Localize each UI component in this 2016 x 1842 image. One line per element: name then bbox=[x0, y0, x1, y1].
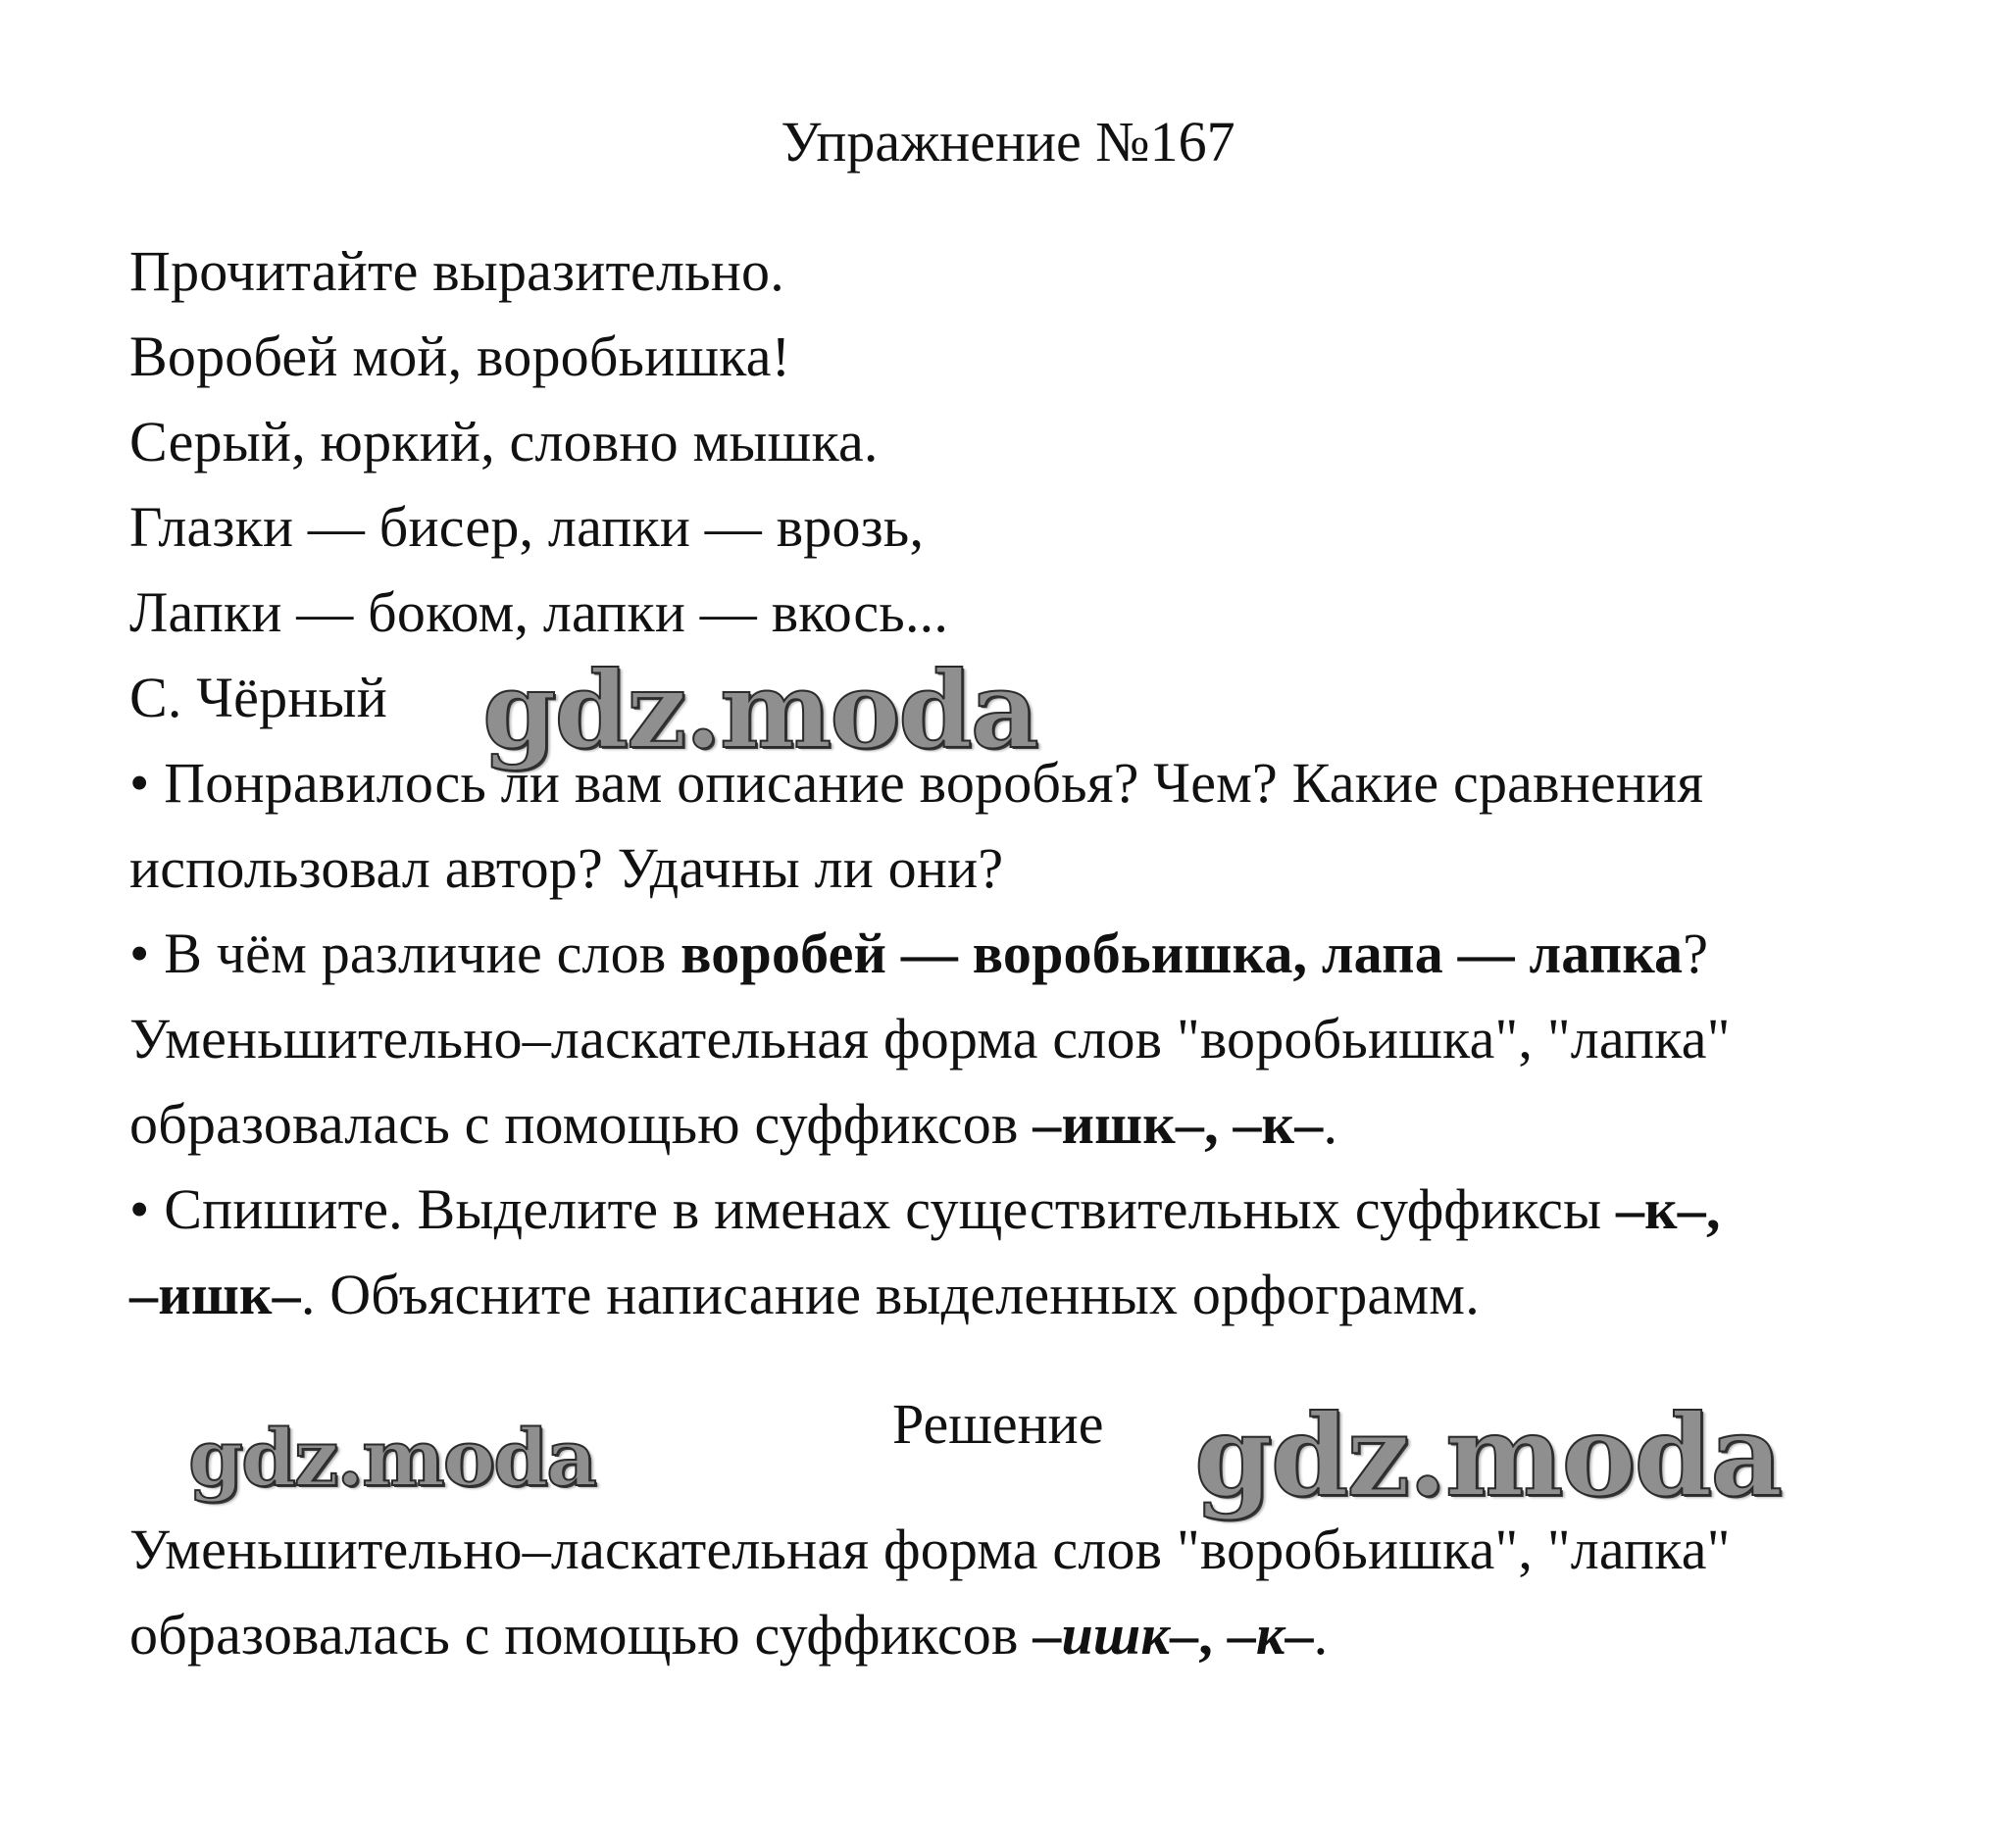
answer-2-line-2 bbox=[129, 1092, 1337, 1157]
answer-2-line-1: Уменьшительно–ласкательная форма слов "воробьишка", "лапка" bbox=[129, 1007, 1731, 1070]
watermark-logo: gdz.moda bbox=[1194, 1390, 1782, 1521]
watermark-logo: gdz.moda bbox=[188, 1412, 595, 1504]
question-3-line-1 bbox=[129, 1177, 1721, 1242]
question-3-suffix-k: –к–, bbox=[1615, 1177, 1721, 1241]
question-1-line-2: использовал автор? Удачны ли они? bbox=[129, 836, 1004, 900]
watermark-logo: gdz.moda bbox=[482, 649, 1037, 772]
answer-2-suffixes: –ишк–, –к– bbox=[1033, 1092, 1324, 1156]
question-3-prefix: • Спишите. Выделите в именах существительных суффиксы bbox=[129, 1177, 1616, 1241]
solution-suffix-ishk: ишк bbox=[1061, 1603, 1171, 1667]
question-2-words: воробей — воробьишка, лапа — лапка bbox=[680, 921, 1684, 985]
question-1-line-1: • Понравилось ли вам описание воробья? Чем? Какие сравнения bbox=[129, 751, 1704, 815]
poem-line-3: Глазки — бисер, лапки — врозь, bbox=[129, 495, 925, 559]
solution-prefix: образовалась с помощью суффиксов bbox=[129, 1603, 1033, 1667]
poem-author: С. Чёрный bbox=[129, 666, 387, 729]
solution-heading: Решение bbox=[892, 1392, 1104, 1456]
poem-line-2: Серый, юркий, словно мышка. bbox=[129, 410, 879, 473]
question-2-prefix: • В чём различие слов bbox=[129, 921, 681, 985]
question-2-suffix: ? bbox=[1683, 921, 1709, 985]
question-3-suffix-ishk: –ишк– bbox=[129, 1263, 301, 1326]
solution-dash-1: – bbox=[1033, 1603, 1062, 1667]
solution-line-2 bbox=[129, 1603, 1328, 1668]
solution-suffix-k: к bbox=[1255, 1603, 1285, 1667]
question-3-rest: . Объясните написание выделенных орфограмм. bbox=[300, 1263, 1480, 1326]
exercise-title: Упражнение №167 bbox=[781, 110, 1235, 174]
solution-end: . bbox=[1313, 1603, 1329, 1667]
answer-2-prefix: образовалась с помощью суффиксов bbox=[129, 1092, 1033, 1156]
poem-line-4: Лапки — боком, лапки — вкось... bbox=[129, 580, 949, 644]
answer-2-end: . bbox=[1323, 1092, 1338, 1156]
solution-line-1: Уменьшительно–ласкательная форма слов "воробьишка", "лапка" bbox=[129, 1518, 1731, 1581]
question-2 bbox=[129, 921, 1708, 986]
solution-dash-2: –, – bbox=[1170, 1603, 1256, 1667]
poem-line-1: Воробей мой, воробьишка! bbox=[129, 324, 791, 388]
instruction-text: Прочитайте выразительно. bbox=[129, 239, 784, 303]
solution-dash-3: – bbox=[1285, 1603, 1314, 1667]
question-3-line-2 bbox=[129, 1263, 1480, 1327]
